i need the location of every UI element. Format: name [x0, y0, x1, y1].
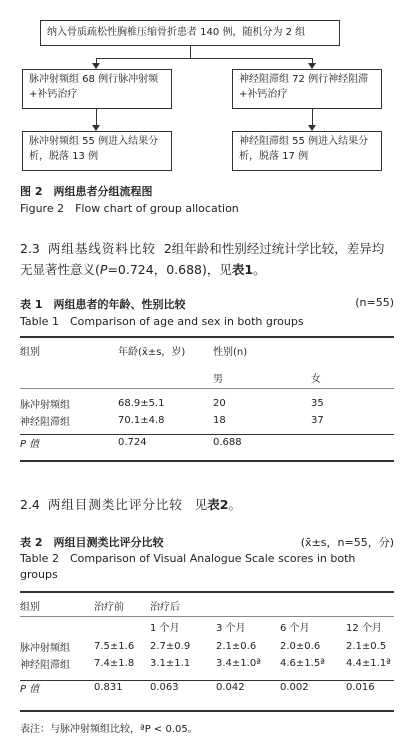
table2 — [20, 597, 394, 702]
cell-group: 脉冲射频组 — [20, 643, 70, 654]
flow-connector — [190, 46, 191, 58]
cell-p-label: P 值 — [20, 683, 40, 695]
cell-p-sex: 0.688 — [213, 436, 242, 448]
table2-n-note: (x̄±s，n=55，分) — [300, 536, 394, 549]
table-p-row — [20, 672, 394, 702]
cell-group: 脉冲射频组 — [20, 400, 70, 411]
header-male: 男 — [213, 373, 223, 385]
header-after: 治疗后 — [150, 602, 180, 613]
table-rule — [20, 434, 394, 435]
figure-caption-cn: 图 2 两组患者分组流程图 — [20, 185, 153, 198]
cell-female: 35 — [311, 398, 324, 409]
flow-right-text-2: 神经阻滞组 55 例进入结果分析，脱落 17 例 — [239, 136, 369, 162]
flow-right-text-1: 神经阻滞组 72 例行神经阻滞+补钙治疗 — [239, 74, 369, 100]
section-end: 。 — [228, 497, 242, 512]
table-rule — [20, 710, 394, 712]
table-subheader-row — [20, 359, 394, 395]
header-sex: 性别(n) — [213, 347, 248, 358]
header-m6: 6 个月 — [280, 622, 310, 634]
header-female: 女 — [311, 373, 321, 385]
flow-left-box-1 — [22, 69, 172, 109]
cell-m6: 2.0±0.6 — [280, 641, 321, 652]
cell-p-m12: 0.016 — [346, 681, 375, 693]
figure-caption-en: Figure 2 Flow chart of group allocation — [20, 202, 239, 215]
cell-age: 68.9±5.1 — [118, 398, 165, 409]
table2-footnote: 表注：与脉冲射频组比较，ªP < 0.05。 — [20, 724, 198, 735]
flow-left-text-1: 脉冲射频组 68 例行脉冲射频+补钙治疗 — [29, 74, 159, 100]
table2-caption-en: Table 2 Comparison of Visual Analogue Scale scores in both groups — [20, 552, 356, 581]
table-row — [20, 655, 394, 672]
flow-right-box-2 — [232, 131, 382, 171]
table1-caption-cn: 表 1 两组患者的年龄、性别比较 — [20, 298, 186, 311]
cell-p-m3: 0.042 — [216, 681, 245, 693]
header-group: 组别 — [20, 602, 40, 613]
section-title: 两组目测类比评分比较 — [47, 497, 183, 512]
p-symbol: P — [99, 262, 108, 277]
section-end: 。 — [253, 262, 266, 277]
table-row — [20, 412, 394, 429]
table-row — [20, 638, 394, 655]
cell-m3: 3.4±1.0ª — [216, 658, 261, 669]
header-m1: 1 个月 — [150, 622, 180, 634]
cell-m12: 4.4±1.1ª — [346, 658, 391, 669]
table-rule — [20, 680, 394, 681]
table-header-row — [20, 597, 394, 614]
table1-n-note: (n=55) — [355, 296, 394, 309]
section-title: 两组基线资料比较 — [47, 241, 156, 256]
cell-m1: 3.1±1.1 — [150, 658, 191, 669]
header-age: 年龄(x̄±s，岁) — [118, 347, 186, 358]
cell-p-label: P 值 — [20, 438, 40, 450]
section-2-3 — [20, 238, 396, 280]
table-reference-link[interactable]: 表2 — [207, 497, 229, 512]
section-body: 2组年龄和性别经过统计学比较，差异均无显著性意义( — [20, 241, 385, 277]
cell-male: 20 — [213, 398, 226, 409]
cell-p-age: 0.724 — [118, 436, 147, 448]
table1 — [20, 342, 394, 455]
cell-p-m1: 0.063 — [150, 681, 179, 693]
flow-connector — [96, 58, 312, 59]
cell-female: 37 — [311, 415, 324, 426]
cell-group: 神经阻滞组 — [20, 660, 70, 671]
flow-left-box-2 — [22, 131, 172, 171]
table-rule — [20, 616, 394, 617]
cell-m3: 2.1±0.6 — [216, 641, 257, 652]
cell-m1: 2.7±0.9 — [150, 641, 191, 652]
cell-before: 7.5±1.6 — [94, 641, 135, 652]
cell-before: 7.4±1.8 — [94, 658, 135, 669]
table-rule — [20, 591, 394, 593]
table-row — [20, 395, 394, 412]
table-rule — [20, 336, 394, 338]
cell-m6: 4.6±1.5ª — [280, 658, 325, 669]
table-reference-link[interactable]: 表1 — [231, 262, 254, 277]
header-before: 治疗前 — [94, 602, 124, 613]
table-header-row — [20, 342, 394, 359]
flow-left-text-2: 脉冲射频组 55 例进入结果分析，脱落 13 例 — [29, 136, 159, 162]
cell-p-before: 0.831 — [94, 681, 123, 693]
cell-m12: 2.1±0.5 — [346, 641, 387, 652]
section-number: 2.4 — [20, 497, 40, 512]
header-m12: 12 个月 — [346, 622, 382, 634]
cell-group: 神经阻滞组 — [20, 417, 70, 428]
section-body-values: =0.724，0.688)，见 — [107, 262, 232, 277]
table-rule — [20, 388, 394, 389]
cell-male: 18 — [213, 415, 226, 426]
table2-caption-cn: 表 2 两组目测类比评分比较 — [20, 536, 164, 549]
table-subheader-row — [20, 614, 394, 638]
table-rule — [20, 460, 394, 462]
section-2-4 — [20, 494, 241, 515]
section-body: 见 — [194, 497, 208, 512]
table1-caption-en: Table 1 Comparison of age and sex in both groups — [20, 315, 304, 328]
section-number: 2.3 — [20, 241, 40, 256]
header-m3: 3 个月 — [216, 622, 246, 634]
flow-top-text: 纳入骨质疏松性胸椎压缩骨折患者 140 例，随机分为 2 组 — [47, 27, 306, 38]
flow-top-box — [40, 20, 340, 46]
cell-p-m6: 0.002 — [280, 681, 309, 693]
cell-age: 70.1±4.8 — [118, 415, 165, 426]
flow-right-box-1 — [232, 69, 382, 109]
table-p-row — [20, 429, 394, 455]
header-group: 组别 — [20, 347, 40, 358]
